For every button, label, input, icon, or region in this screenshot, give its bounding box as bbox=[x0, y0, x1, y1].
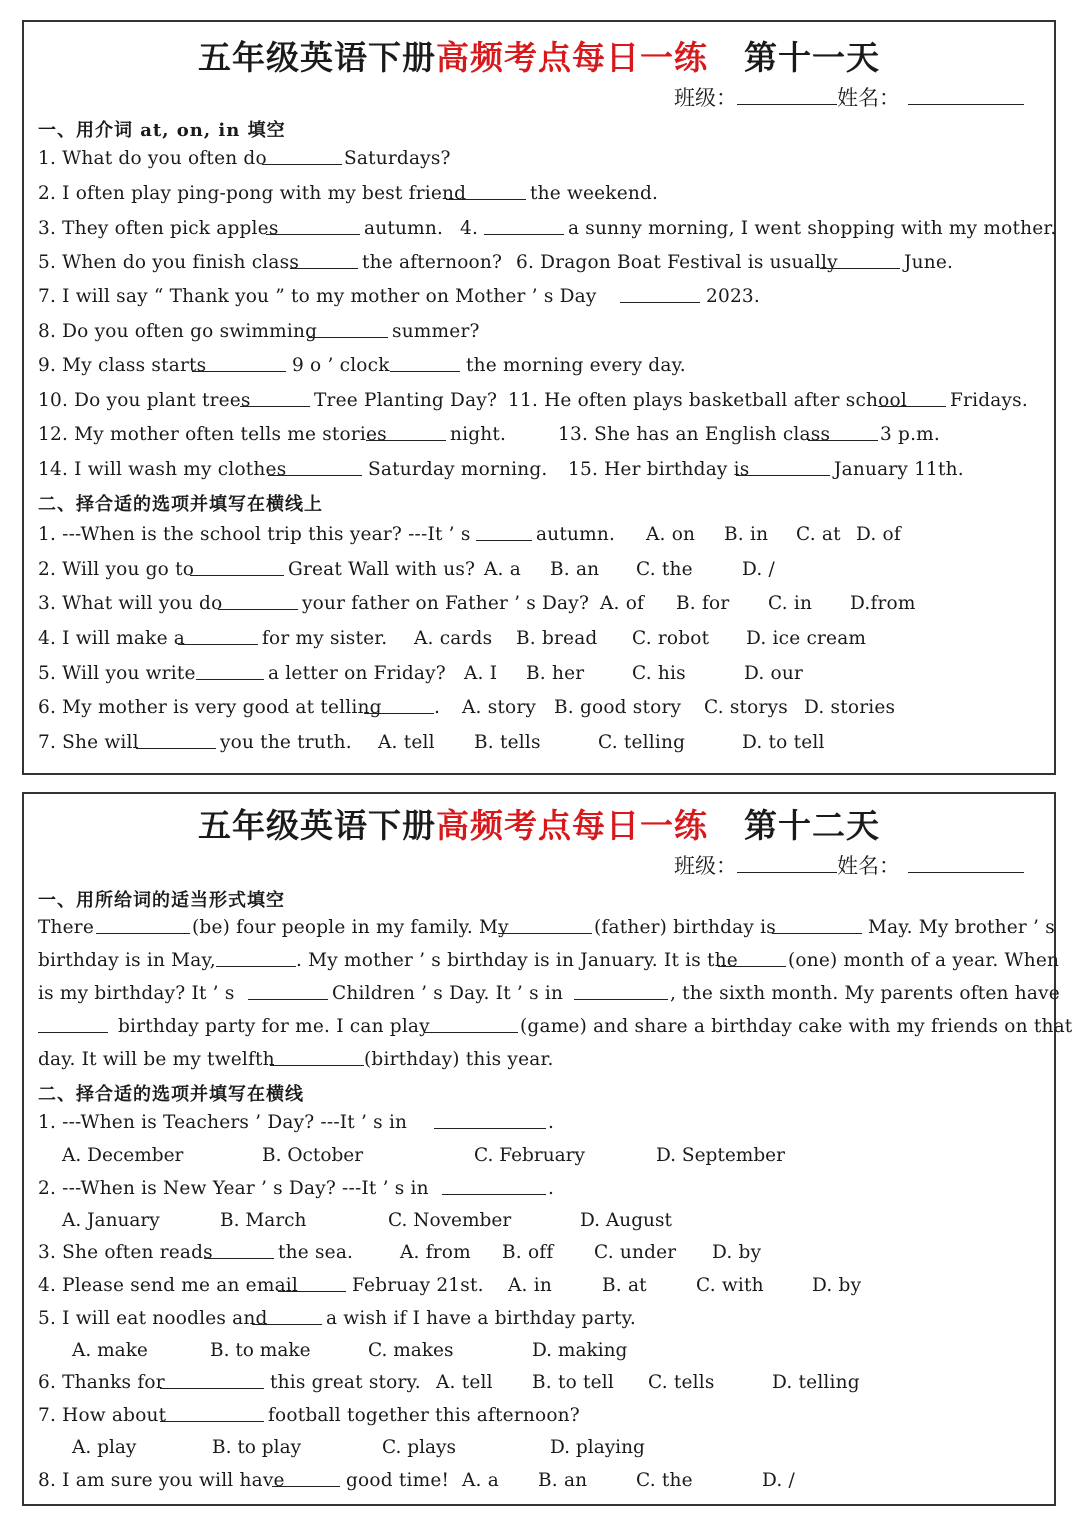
option-d[interactable]: D. to tell bbox=[742, 732, 825, 753]
answer-blank[interactable] bbox=[820, 252, 900, 269]
option-c[interactable]: C. the bbox=[636, 1470, 693, 1491]
paragraph-text: is my birthday? It ’ s bbox=[38, 983, 235, 1004]
option-a[interactable]: A. I bbox=[464, 663, 498, 684]
question-text: 15. Her birthday is bbox=[568, 459, 750, 480]
question-text: 3 p.m. bbox=[880, 424, 940, 445]
question-text: Saturday morning. bbox=[368, 459, 548, 480]
answer-blank[interactable] bbox=[270, 1049, 364, 1066]
answer-blank[interactable] bbox=[620, 286, 700, 303]
option-c[interactable]: C. robot bbox=[632, 628, 710, 649]
option-b[interactable]: B. tells bbox=[474, 732, 541, 753]
option-c[interactable]: C. storys bbox=[704, 697, 788, 718]
class-label: 班级： bbox=[674, 86, 737, 110]
option-a[interactable]: A. December bbox=[62, 1145, 184, 1166]
option-b[interactable]: B. her bbox=[526, 663, 585, 684]
question-text: 4. Please send me an email bbox=[38, 1275, 299, 1296]
paragraph-text: , the sixth month. My parents often have bbox=[670, 983, 1060, 1004]
question-text: a sunny morning, I went shopping with my mother. bbox=[568, 218, 1057, 239]
class-name-line bbox=[674, 82, 1024, 112]
answer-blank[interactable] bbox=[390, 355, 460, 372]
title-highlight: 高频考点每日一练 bbox=[436, 806, 708, 845]
question-text: 10. Do you plant trees bbox=[38, 390, 251, 411]
question-text: . bbox=[434, 697, 441, 718]
answer-blank[interactable] bbox=[252, 1308, 322, 1325]
question-text: summer? bbox=[392, 321, 480, 342]
name-blank[interactable] bbox=[908, 854, 1024, 873]
option-a[interactable]: A. on bbox=[646, 524, 696, 545]
question-text: 7. How about bbox=[38, 1405, 167, 1426]
answer-blank[interactable] bbox=[878, 390, 946, 407]
answer-blank[interactable] bbox=[160, 1405, 264, 1422]
answer-blank[interactable] bbox=[424, 1016, 518, 1033]
question-text: 1. ---When is Teachers ’ Day? ---It ’ s in bbox=[38, 1112, 408, 1133]
answer-blank[interactable] bbox=[442, 1178, 546, 1195]
answer-blank[interactable] bbox=[364, 697, 434, 714]
question-text: Great Wall with us? bbox=[288, 559, 476, 580]
option-b[interactable]: B. an bbox=[538, 1470, 588, 1491]
option-b[interactable]: B. to tell bbox=[532, 1372, 615, 1393]
question-text: 13. She has an English class bbox=[558, 424, 831, 445]
option-b[interactable]: B. bread bbox=[516, 628, 598, 649]
answer-blank[interactable] bbox=[290, 252, 358, 269]
title-text: 五年级英语下册 bbox=[198, 806, 436, 845]
option-c[interactable]: C. with bbox=[696, 1275, 764, 1296]
question-text: Saturdays? bbox=[344, 148, 451, 169]
answer-blank[interactable] bbox=[136, 732, 216, 749]
answer-blank[interactable] bbox=[308, 321, 388, 338]
question-text: good time! bbox=[346, 1470, 450, 1491]
paragraph-text: birthday is in May, bbox=[38, 950, 216, 971]
option-d[interactable]: D. by bbox=[712, 1242, 762, 1263]
option-d[interactable]: D. of bbox=[856, 524, 901, 545]
option-d[interactable]: D. our bbox=[744, 663, 804, 684]
worksheet-day-12 bbox=[22, 792, 1073, 1506]
paragraph-text: (birthday) this year. bbox=[364, 1049, 554, 1070]
question-text: the weekend. bbox=[530, 183, 659, 204]
question-text: the sea. bbox=[278, 1242, 354, 1263]
answer-blank[interactable] bbox=[808, 424, 878, 441]
option-a[interactable]: A. make bbox=[72, 1340, 148, 1361]
question-text: Februay 21st. bbox=[352, 1275, 484, 1296]
section-title: 二、择合适的选项并填写在横线 bbox=[38, 1084, 304, 1105]
question-text: Tree Planting Day? bbox=[314, 390, 498, 411]
option-c[interactable]: C. plays bbox=[382, 1437, 456, 1458]
paragraph-text: (be) four people in my family. My bbox=[192, 917, 509, 938]
option-d[interactable]: D. making bbox=[532, 1340, 628, 1361]
answer-blank[interactable] bbox=[178, 628, 258, 645]
question-text: 12. My mother often tells me stories bbox=[38, 424, 387, 445]
question-text: 8. I am sure you will have bbox=[38, 1470, 285, 1491]
question-text: 2. I often play ping-pong with my best friend bbox=[38, 183, 467, 204]
section-title: 二、择合适的选项并填写在横线上 bbox=[38, 494, 323, 515]
paragraph-text: Children ’ s Day. It ’ s in bbox=[332, 983, 564, 1004]
option-b[interactable]: B. October bbox=[262, 1145, 364, 1166]
question-text: 4. I will make a bbox=[38, 628, 186, 649]
name-label: 姓名： bbox=[837, 86, 900, 110]
option-b[interactable]: B. to play bbox=[212, 1437, 302, 1458]
answer-blank[interactable] bbox=[216, 950, 296, 967]
paragraph-text: . My mother ’ s birthday is in January. It is the bbox=[296, 950, 738, 971]
question-text: 2023. bbox=[706, 286, 760, 307]
section-title: 一、用所给词的适当形式填空 bbox=[38, 890, 285, 911]
question-text: 5. I will eat noodles and bbox=[38, 1308, 268, 1329]
option-b[interactable]: B. to make bbox=[210, 1340, 311, 1361]
answer-blank[interactable] bbox=[718, 950, 786, 967]
question-text: 3. She often reads bbox=[38, 1242, 213, 1263]
option-c[interactable]: C. tells bbox=[648, 1372, 715, 1393]
answer-blank[interactable] bbox=[272, 1470, 340, 1487]
option-a[interactable]: A. story bbox=[462, 697, 537, 718]
option-c[interactable]: C. telling bbox=[598, 732, 686, 753]
option-c[interactable]: C. in bbox=[768, 593, 813, 614]
question-text: 3. They often pick apples bbox=[38, 218, 279, 239]
question-text: a letter on Friday? bbox=[268, 663, 446, 684]
answer-blank[interactable] bbox=[192, 355, 286, 372]
worksheet-title bbox=[24, 32, 1054, 79]
question-text: for my sister. bbox=[262, 628, 388, 649]
question-text: 7. I will say “ Thank you ” to my mother on Mother ’ s Day bbox=[38, 286, 597, 307]
option-d[interactable]: D. stories bbox=[804, 697, 896, 718]
answer-blank[interactable] bbox=[772, 917, 862, 934]
option-a[interactable]: A. of bbox=[600, 593, 645, 614]
question-text: 5. When do you finish class bbox=[38, 252, 300, 273]
day-label: 第十二天 bbox=[744, 806, 880, 845]
question-text: 9 o ’ clock bbox=[292, 355, 390, 376]
option-d[interactable]: D. telling bbox=[772, 1372, 860, 1393]
option-a[interactable]: A. in bbox=[508, 1275, 552, 1296]
answer-blank[interactable] bbox=[446, 183, 526, 200]
paragraph-text: There bbox=[38, 917, 94, 938]
question-text: 8. Do you often go swimming bbox=[38, 321, 318, 342]
day-label: 第十一天 bbox=[744, 38, 880, 77]
answer-blank[interactable] bbox=[248, 983, 328, 1000]
answer-blank[interactable] bbox=[38, 1016, 108, 1033]
answer-blank[interactable] bbox=[196, 663, 264, 680]
question-text: January 11th. bbox=[834, 459, 964, 480]
question-text: autumn. bbox=[536, 524, 616, 545]
question-text: autumn. bbox=[364, 218, 444, 239]
answer-blank[interactable] bbox=[218, 593, 298, 610]
paragraph-text: May. My brother ’ s bbox=[868, 917, 1055, 938]
option-c[interactable]: C. the bbox=[636, 559, 693, 580]
question-text: 1. ---When is the school trip this year? ---It ’ s bbox=[38, 524, 471, 545]
name-blank[interactable] bbox=[908, 86, 1024, 105]
answer-blank[interactable] bbox=[484, 218, 564, 235]
question-text: . bbox=[548, 1112, 555, 1133]
question-text: June. bbox=[904, 252, 954, 273]
option-b[interactable]: B. at bbox=[602, 1275, 647, 1296]
answer-blank[interactable] bbox=[574, 983, 668, 1000]
class-label: 班级： bbox=[674, 854, 737, 878]
question-text: you the truth. bbox=[220, 732, 352, 753]
option-a[interactable]: A. cards bbox=[414, 628, 493, 649]
option-d[interactable]: D. / bbox=[742, 559, 775, 580]
option-c[interactable]: C. at bbox=[796, 524, 841, 545]
option-a[interactable]: A. a bbox=[462, 1470, 499, 1491]
answer-blank[interactable] bbox=[160, 1372, 264, 1389]
option-d[interactable]: D.from bbox=[850, 593, 916, 614]
question-text: 3. What will you do bbox=[38, 593, 223, 614]
worksheet-day-11 bbox=[22, 20, 1056, 775]
option-a[interactable]: A. play bbox=[72, 1437, 137, 1458]
paragraph-text: (father) birthday is bbox=[594, 917, 776, 938]
question-text: a wish if I have a birthday party. bbox=[326, 1308, 636, 1329]
answer-blank[interactable] bbox=[204, 1242, 274, 1259]
class-blank[interactable] bbox=[737, 86, 837, 105]
title-text: 五年级英语下册 bbox=[198, 38, 436, 77]
question-text: 6. Dragon Boat Festival is usually bbox=[516, 252, 838, 273]
option-a[interactable]: A. January bbox=[62, 1210, 160, 1231]
option-b[interactable]: B. March bbox=[220, 1210, 307, 1231]
option-b[interactable]: B. off bbox=[502, 1242, 554, 1263]
option-d[interactable]: D. August bbox=[580, 1210, 672, 1231]
option-d[interactable]: D. ice cream bbox=[746, 628, 867, 649]
question-text: 14. I will wash my clothes bbox=[38, 459, 287, 480]
option-a[interactable]: A. from bbox=[400, 1242, 471, 1263]
paragraph-text: birthday party for me. I can play bbox=[118, 1016, 430, 1037]
option-c[interactable]: C. November bbox=[388, 1210, 512, 1231]
option-b[interactable]: B. for bbox=[676, 593, 730, 614]
answer-blank[interactable] bbox=[366, 424, 446, 441]
paragraph-text: (one) month of a year. When bbox=[788, 950, 1060, 971]
question-text: this great story. bbox=[270, 1372, 421, 1393]
answer-blank[interactable] bbox=[262, 148, 342, 165]
question-text: 9. My class starts bbox=[38, 355, 207, 376]
answer-blank[interactable] bbox=[278, 1275, 346, 1292]
answer-blank[interactable] bbox=[240, 390, 310, 407]
class-blank[interactable] bbox=[737, 854, 837, 873]
question-text: 6. Thanks for bbox=[38, 1372, 165, 1393]
paragraph-text: (game) and share a birthday cake with my friends on that bbox=[520, 1016, 1073, 1037]
worksheet-title bbox=[24, 800, 1054, 847]
answer-blank[interactable] bbox=[434, 1112, 546, 1129]
answer-blank[interactable] bbox=[266, 218, 360, 235]
answer-blank[interactable] bbox=[476, 524, 532, 541]
title-highlight: 高频考点每日一练 bbox=[436, 38, 708, 77]
option-a[interactable]: A. tell bbox=[436, 1372, 493, 1393]
question-text: your father on Father ’ s Day? bbox=[302, 593, 590, 614]
option-d[interactable]: D. / bbox=[762, 1470, 795, 1491]
option-b[interactable]: B. in bbox=[724, 524, 769, 545]
question-text: 5. Will you write bbox=[38, 663, 196, 684]
question-text: 11. He often plays basketball after school bbox=[508, 390, 907, 411]
question-text: . bbox=[548, 1178, 555, 1199]
option-a[interactable]: A. a bbox=[484, 559, 521, 580]
answer-blank[interactable] bbox=[498, 917, 592, 934]
paragraph-text: day. It will be my twelfth bbox=[38, 1049, 275, 1070]
option-b[interactable]: B. an bbox=[550, 559, 600, 580]
class-name-line bbox=[674, 850, 1024, 880]
option-c[interactable]: C. his bbox=[632, 663, 686, 684]
answer-blank[interactable] bbox=[190, 559, 284, 576]
question-text: 1. What do you often do bbox=[38, 148, 267, 169]
question-text: Fridays. bbox=[950, 390, 1028, 411]
section-title: 一、用介词 at, on, in 填空 bbox=[38, 120, 286, 141]
answer-blank[interactable] bbox=[268, 459, 362, 476]
question-text: the morning every day. bbox=[466, 355, 686, 376]
question-text: 2. Will you go to bbox=[38, 559, 195, 580]
question-text: night. bbox=[450, 424, 507, 445]
question-text: the afternoon? bbox=[362, 252, 503, 273]
answer-blank[interactable] bbox=[736, 459, 830, 476]
question-text: 4. bbox=[460, 218, 479, 239]
question-text: football together this afternoon? bbox=[268, 1405, 580, 1426]
option-c[interactable]: C. February bbox=[474, 1145, 585, 1166]
option-a[interactable]: A. tell bbox=[378, 732, 435, 753]
question-text: 7. She will bbox=[38, 732, 139, 753]
option-d[interactable]: D. September bbox=[656, 1145, 785, 1166]
option-d[interactable]: D. by bbox=[812, 1275, 862, 1296]
option-c[interactable]: C. under bbox=[594, 1242, 677, 1263]
answer-blank[interactable] bbox=[96, 917, 190, 934]
name-label: 姓名： bbox=[837, 854, 900, 878]
option-b[interactable]: B. good story bbox=[554, 697, 682, 718]
question-text: 6. My mother is very good at telling bbox=[38, 697, 382, 718]
option-c[interactable]: C. makes bbox=[368, 1340, 454, 1361]
question-text: 2. ---When is New Year ’ s Day? ---It ’ s in bbox=[38, 1178, 429, 1199]
option-d[interactable]: D. playing bbox=[550, 1437, 645, 1458]
